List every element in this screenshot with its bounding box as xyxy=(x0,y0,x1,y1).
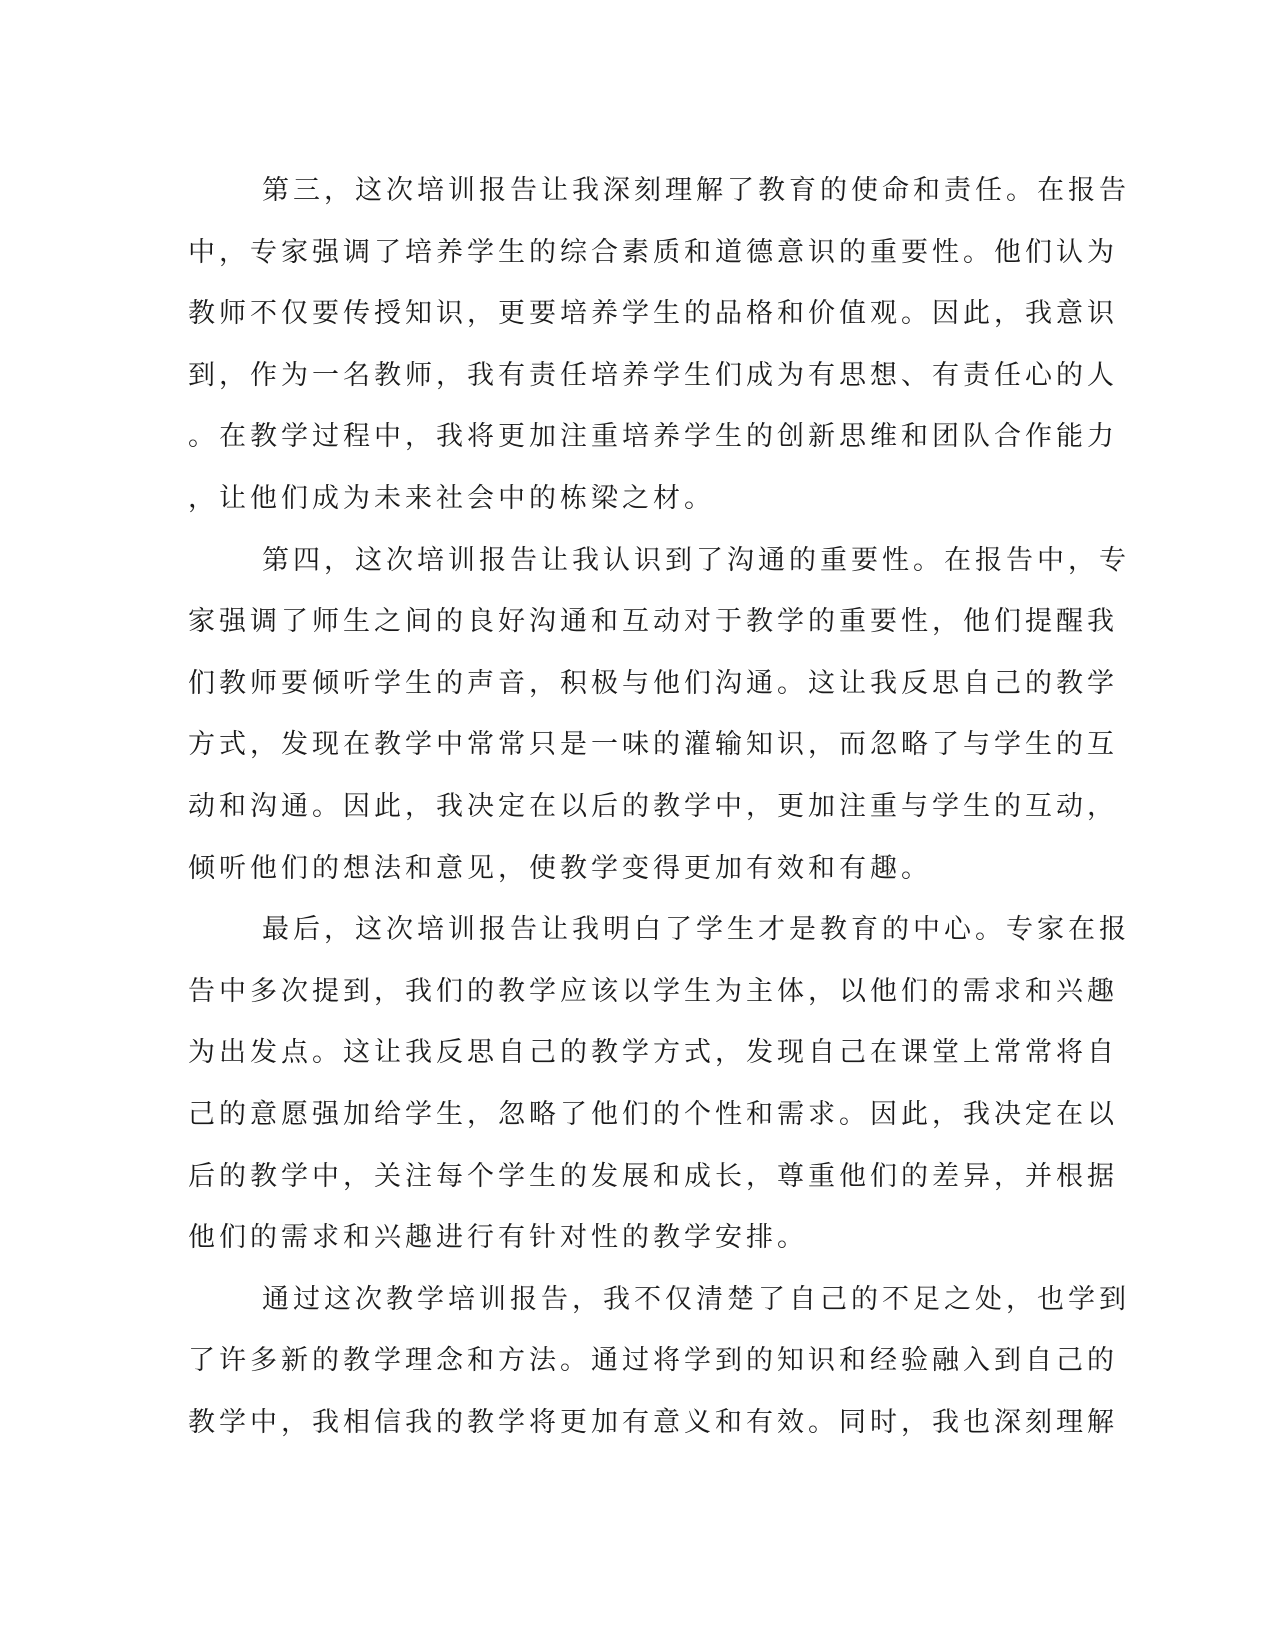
paragraph-line: 第三，这次培训报告让我深刻理解了教育的使命和责任。在报告 xyxy=(262,175,1130,206)
paragraph-line: ，让他们成为未来社会中的栋梁之材。 xyxy=(188,482,715,514)
paragraph-line: 了许多新的教学理念和方法。通过将学到的知识和经验融入到自己的 xyxy=(188,1345,1118,1377)
paragraph-3 xyxy=(188,899,1130,1269)
paragraph-line: 告中多次提到，我们的教学应该以学生为主体，以他们的需求和兴趣 xyxy=(188,975,1118,1007)
paragraph-line: 到，作为一名教师，我有责任培养学生们成为有思想、有责任心的人 xyxy=(188,359,1118,391)
paragraph-line: 方式，发现在教学中常常只是一味的灌输知识，而忽略了与学生的互 xyxy=(188,729,1118,761)
paragraph-line: 教学中，我相信我的教学将更加有意义和有效。同时，我也深刻理解 xyxy=(188,1406,1118,1438)
paragraph-4 xyxy=(188,1269,1130,1454)
paragraph-line: 后的教学中，关注每个学生的发展和成长，尊重他们的差异，并根据 xyxy=(188,1160,1118,1192)
paragraph-line: 家强调了师生之间的良好沟通和互动对于教学的重要性，他们提醒我 xyxy=(188,606,1118,638)
paragraph-line: 倾听他们的想法和意见，使教学变得更加有效和有趣。 xyxy=(188,852,932,884)
paragraph-line: 最后，这次培训报告让我明白了学生才是教育的中心。专家在报 xyxy=(262,914,1130,946)
paragraph-line: 为出发点。这让我反思自己的教学方式，发现自己在课堂上常常将自 xyxy=(188,1037,1118,1069)
paragraph-line: 中，专家强调了培养学生的综合素质和道德意识的重要性。他们认为 xyxy=(188,236,1118,268)
paragraph-1 xyxy=(188,160,1130,530)
paragraph-line: 第四，这次培训报告让我认识到了沟通的重要性。在报告中，专 xyxy=(262,544,1130,576)
paragraph-line: 。在教学过程中，我将更加注重培养学生的创新思维和团队合作能力 xyxy=(188,421,1118,453)
paragraph-line: 教师不仅要传授知识，更要培养学生的品格和价值观。因此，我意识 xyxy=(188,298,1118,330)
document-body xyxy=(188,160,1130,1453)
paragraph-line: 们教师要倾听学生的声音，积极与他们沟通。这让我反思自己的教学 xyxy=(188,667,1118,699)
paragraph-line: 他们的需求和兴趣进行有针对性的教学安排。 xyxy=(188,1222,808,1254)
paragraph-line: 己的意愿强加给学生，忽略了他们的个性和需求。因此，我决定在以 xyxy=(188,1098,1118,1130)
paragraph-line: 通过这次教学培训报告，我不仅清楚了自己的不足之处，也学到 xyxy=(262,1283,1130,1315)
paragraph-line: 动和沟通。因此，我决定在以后的教学中，更加注重与学生的互动， xyxy=(188,790,1118,822)
paragraph-2 xyxy=(188,530,1130,900)
